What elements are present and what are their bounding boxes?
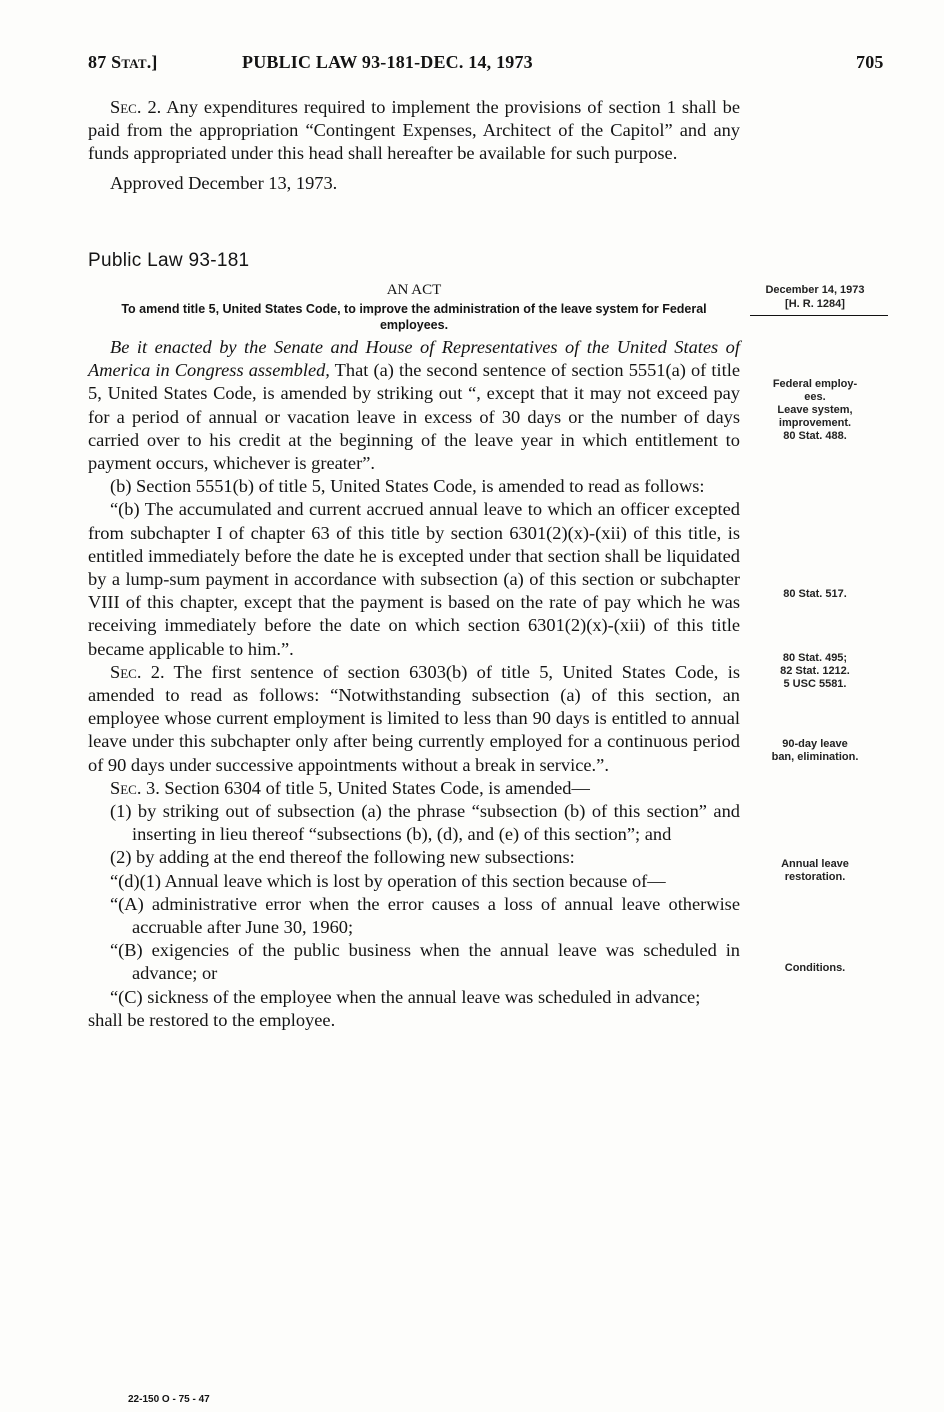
subsection-b-intro: (b) Section 5551(b) of title 5, United States Code, is amended to read as follows: bbox=[110, 476, 705, 497]
clause-b: “(B) exigencies of the public business when the annual leave was scheduled in advance; or bbox=[110, 940, 740, 984]
act-purpose: To amend title 5, United States Code, to improve the administration of the leave system for Federal employees. bbox=[121, 302, 707, 332]
margin-conditions: Conditions. bbox=[784, 962, 846, 974]
section-2-paragraph: Sec. 2. Any expenditures required to implement the provisions of section 1 shall be paid from the appropriation “Contingent Expenses, Architect of the Capitol” and any funds appropriated under this head shall hereafter be available for such purpose. bbox=[88, 97, 740, 164]
prior-section bbox=[88, 96, 740, 195]
clause-c: “(C) sickness of the employee when the annual leave was scheduled in advance; bbox=[110, 986, 701, 1007]
margin-stat-517: 80 Stat. 517. bbox=[783, 588, 847, 600]
public-law-label: Public Law 93-181 bbox=[88, 250, 250, 271]
margin-federal-employees: Federal employ- ees. Leave system, improvement. 80 Stat. 488. bbox=[772, 378, 858, 442]
approved-line: Approved December 13, 1973. bbox=[110, 172, 338, 193]
subsection-d1: “(d)(1) Annual leave which is lost by operation of this section because of— bbox=[110, 870, 666, 891]
subsection-b-text: “(b) The accumulated and current accrued annual leave to which an officer excepted from subchapter I of chapter 63 of this title by section 6301(2)(x)-(xii) of this title, is entitled immediately before the date he is excepted under that section shall be liquidated by a lump-sum payment in accordance with subsection (a) of this section or subchapter VIII of this chapter, except that the payment is based on the rate of pay which he was receiving immediately before the date on which section 6301(2)(x)-(xii) of this title became applicable to him.”. bbox=[88, 499, 740, 659]
margin-bill-number: [H. R. 1284] bbox=[785, 298, 845, 310]
running-head-volume: 87 Stat.] bbox=[88, 52, 158, 72]
margin-stat-495: 80 Stat. 495; 82 Stat. 1212. 5 USC 5581. bbox=[780, 652, 850, 690]
section-3: Sec. 3. Section 6304 of title 5, United States Code, is amended— bbox=[110, 777, 590, 798]
margin-date: December 14, 1973 bbox=[765, 284, 865, 296]
section-2: Sec. 2. The first sentence of section 6303(b) of title 5, United States Code, is amended to read as follows: “Notwithstanding subsection (a) of this section, an employee whose current employment is limited to less than 90 days is entitled to annual leave under this subchapter only after being currently employed for a continuous period of 90 days under successive appointments without a break in service.”. bbox=[88, 661, 740, 775]
margin-90-day: 90-day leave ban, elimination. bbox=[771, 738, 859, 763]
an-act-heading: AN ACT bbox=[386, 282, 442, 298]
item-2: (2) by adding at the end thereof the following new subsections: bbox=[110, 847, 575, 868]
page-number: 705 bbox=[856, 52, 884, 72]
law-body bbox=[88, 336, 740, 1032]
margin-rule bbox=[750, 315, 888, 316]
running-head-title: PUBLIC LAW 93-181-DEC. 14, 1973 bbox=[242, 52, 533, 72]
clause-a: “(A) administrative error when the error causes a loss of annual leave otherwise accruable after June 30, 1960; bbox=[110, 893, 740, 938]
closing-line: shall be restored to the employee. bbox=[88, 1009, 336, 1030]
margin-leave-restoration: Annual leave restoration. bbox=[781, 858, 849, 883]
enacting-clause: Be it enacted by the Senate and House of Representatives of the United States of America in Congress assembled, That (a) the second sentence of section 5551(a) of title 5, United States Code, is amended by striking out “, except that it may not exceed pay for a period of annual or vacation leave in excess of 30 days or the number of days carried over to his credit at the beginning of the leave year in which entitlement to payment occurs, whichever is greater”. bbox=[88, 337, 740, 474]
print-code: 22-150 O - 75 - 47 bbox=[128, 1394, 210, 1405]
item-1: (1) by striking out of subsection (a) the phrase “subsection (b) of this section” and inserting in lieu thereof “subsections (b), (d), and (e) of this section”; and bbox=[110, 801, 740, 845]
